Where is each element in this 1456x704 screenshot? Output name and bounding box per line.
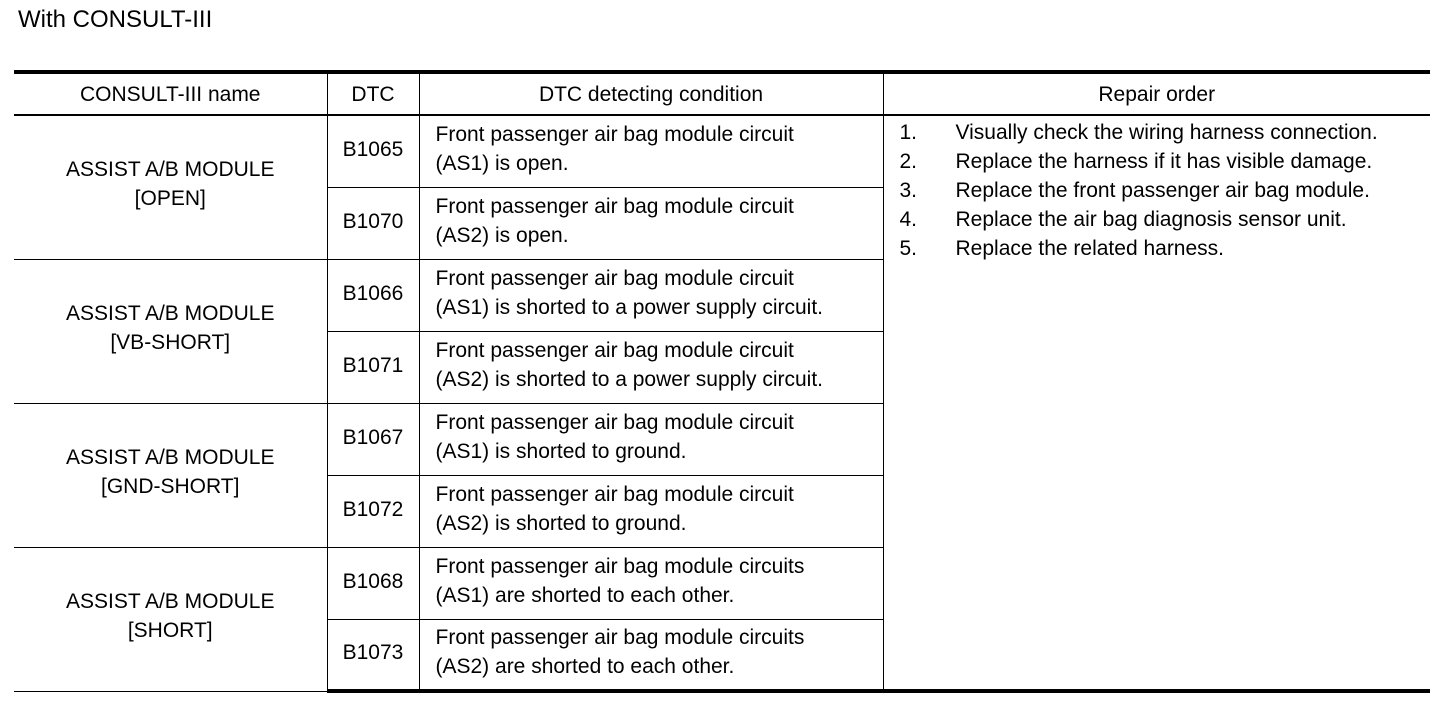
- page-heading: With CONSULT-III: [18, 6, 213, 33]
- condition-line1: Front passenger air bag module circuits: [435, 626, 805, 650]
- header-consult-name: CONSULT-III name: [14, 72, 327, 115]
- detecting-condition: [419, 547, 883, 619]
- dtc-table: [14, 70, 1430, 693]
- repair-step-text: Visually check the wiring harness connection.: [955, 121, 1378, 144]
- detecting-condition: [419, 115, 883, 187]
- table-row: [14, 115, 1430, 187]
- dtc-code: B1067: [327, 403, 419, 475]
- detecting-condition: [419, 187, 883, 259]
- condition-line2: (AS2) is shorted to a power supply circuit.: [435, 368, 823, 391]
- dtc-code: B1070: [327, 187, 419, 259]
- condition-line1: Front passenger air bag module circuit: [435, 483, 794, 506]
- repair-order-cell: [883, 115, 1430, 691]
- list-item: [900, 118, 1425, 147]
- repair-step-number: 1.: [899, 121, 918, 144]
- dtc-code: B1068: [327, 547, 419, 619]
- dtc-code: B1072: [327, 475, 419, 547]
- consult-name-cell: [14, 403, 327, 547]
- condition-line1: Front passenger air bag module circuit: [435, 339, 794, 362]
- detecting-condition: [419, 619, 883, 691]
- consult-name-cell: [14, 259, 327, 403]
- header-condition: DTC detecting condition: [419, 72, 883, 115]
- condition-line2: (AS2) is shorted to ground.: [435, 512, 687, 535]
- consult-name-cell: [14, 547, 327, 691]
- detecting-condition: [419, 475, 883, 547]
- repair-step-text: Replace the air bag diagnosis sensor unit.: [955, 208, 1347, 231]
- condition-line1: Front passenger air bag module circuit: [435, 411, 794, 434]
- repair-step-text: Replace the front passenger air bag module.: [955, 179, 1370, 202]
- dtc-code: B1073: [327, 619, 419, 691]
- header-repair-order: Repair order: [883, 72, 1430, 115]
- consult-name-line2: [SHORT]: [127, 619, 213, 642]
- detecting-condition: [419, 259, 883, 331]
- condition-line2: (AS1) is shorted to ground.: [435, 440, 687, 463]
- consult-name-line1: ASSIST A/B MODULE: [65, 158, 275, 182]
- consult-name-line2: [OPEN]: [134, 187, 206, 211]
- detecting-condition: [419, 403, 883, 475]
- consult-name-line2: [VB-SHORT]: [110, 331, 231, 354]
- repair-step-text: Replace the related harness.: [955, 237, 1224, 260]
- repair-step-text: Replace the harness if it has visible damage.: [955, 150, 1373, 173]
- condition-line1: Front passenger air bag module circuit: [435, 267, 794, 290]
- list-item: [900, 205, 1425, 234]
- list-item: [900, 176, 1425, 205]
- dtc-code: B1065: [327, 115, 419, 187]
- condition-line1: Front passenger air bag module circuit: [435, 123, 794, 147]
- list-item: [900, 234, 1425, 263]
- consult-name-line1: ASSIST A/B MODULE: [65, 590, 275, 613]
- repair-order-list: [900, 118, 1425, 263]
- condition-line2: (AS1) are shorted to each other.: [435, 584, 735, 607]
- detecting-condition: [419, 331, 883, 403]
- repair-step-number: 5.: [899, 237, 918, 260]
- condition-line1: Front passenger air bag module circuits: [435, 555, 805, 578]
- repair-step-number: 3.: [899, 179, 918, 202]
- consult-name-line2: [GND-SHORT]: [101, 475, 240, 498]
- condition-line2: (AS1) is open.: [435, 152, 569, 176]
- consult-name-cell: [14, 115, 327, 259]
- repair-step-number: 4.: [899, 208, 918, 231]
- dtc-code: B1071: [327, 331, 419, 403]
- condition-line2: (AS1) is shorted to a power supply circuit.: [435, 296, 823, 319]
- table-header-row: [14, 72, 1430, 115]
- list-item: [900, 147, 1425, 176]
- condition-line2: (AS2) is open.: [435, 224, 569, 247]
- header-dtc: DTC: [327, 72, 419, 115]
- consult-name-line1: ASSIST A/B MODULE: [65, 446, 275, 469]
- consult-name-line1: ASSIST A/B MODULE: [65, 302, 275, 325]
- condition-line1: Front passenger air bag module circuit: [435, 195, 794, 218]
- condition-line2: (AS2) are shorted to each other.: [435, 655, 735, 679]
- dtc-code: B1066: [327, 259, 419, 331]
- repair-step-number: 2.: [899, 150, 918, 173]
